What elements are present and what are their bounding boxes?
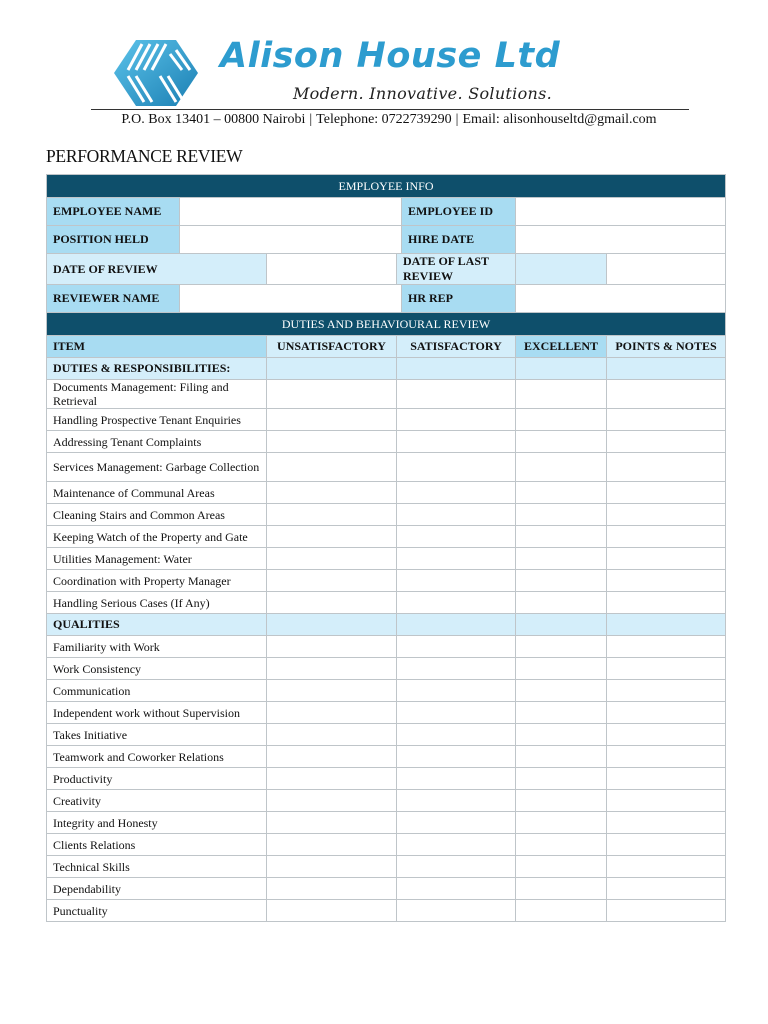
- group-cell-satisfactory: [397, 358, 516, 380]
- rating-cell-unsatisfactory[interactable]: [267, 431, 397, 453]
- table-row: [47, 856, 726, 878]
- table-row: [47, 592, 726, 614]
- rating-cell-points-notes[interactable]: [607, 900, 726, 922]
- table-row: [47, 900, 726, 922]
- rating-cell-excellent[interactable]: [516, 409, 607, 431]
- item-label: Handling Serious Cases (If Any): [47, 592, 267, 614]
- group-row: [47, 614, 726, 636]
- item-label: Maintenance of Communal Areas: [47, 482, 267, 504]
- rating-cell-unsatisfactory[interactable]: [267, 790, 397, 812]
- reviewer-name-field[interactable]: [180, 285, 402, 313]
- separator: |: [309, 112, 313, 127]
- rating-cell-excellent[interactable]: [516, 856, 607, 878]
- table-row: [47, 790, 726, 812]
- item-label: Teamwork and Coworker Relations: [47, 746, 267, 768]
- rating-cell-satisfactory[interactable]: [397, 834, 516, 856]
- item-label: Integrity and Honesty: [47, 812, 267, 834]
- table-row: [47, 380, 726, 409]
- group-cell-points-notes: [607, 358, 726, 380]
- rating-cell-satisfactory[interactable]: [397, 900, 516, 922]
- date-of-last-review-label: DATE OF LAST REVIEW: [397, 254, 516, 285]
- item-label: Familiarity with Work: [47, 636, 267, 658]
- table-row: [47, 548, 726, 570]
- rating-cell-satisfactory[interactable]: [397, 380, 516, 409]
- rating-cell-points-notes[interactable]: [607, 724, 726, 746]
- rating-cell-unsatisfactory[interactable]: [267, 856, 397, 878]
- rating-cell-unsatisfactory[interactable]: [267, 592, 397, 614]
- rating-cell-points-notes[interactable]: [607, 482, 726, 504]
- rating-cell-excellent[interactable]: [516, 790, 607, 812]
- hr-rep-field[interactable]: [516, 285, 726, 313]
- rating-cell-points-notes[interactable]: [607, 746, 726, 768]
- group-cell-points-notes: [607, 614, 726, 636]
- column-header-excellent: EXCELLENT: [516, 336, 607, 358]
- rating-cell-points-notes[interactable]: [607, 878, 726, 900]
- rating-cell-unsatisfactory[interactable]: [267, 900, 397, 922]
- group-cell-unsatisfactory: [267, 358, 397, 380]
- rating-cell-points-notes[interactable]: [607, 680, 726, 702]
- rating-cell-satisfactory[interactable]: [397, 790, 516, 812]
- rating-cell-satisfactory[interactable]: [397, 548, 516, 570]
- rating-cell-unsatisfactory[interactable]: [267, 636, 397, 658]
- employee-id-field[interactable]: [516, 198, 726, 226]
- rating-cell-satisfactory[interactable]: [397, 658, 516, 680]
- group-cell-satisfactory: [397, 614, 516, 636]
- rating-cell-points-notes[interactable]: [607, 380, 726, 409]
- date-of-review-field[interactable]: [267, 254, 397, 285]
- rating-cell-unsatisfactory[interactable]: [267, 702, 397, 724]
- item-label: Services Management: Garbage Collection: [47, 453, 267, 482]
- rating-cell-excellent[interactable]: [516, 746, 607, 768]
- email: Email: alisonhouseltd@gmail.com: [462, 112, 657, 127]
- hire-date-field[interactable]: [516, 226, 726, 254]
- rating-cell-satisfactory[interactable]: [397, 724, 516, 746]
- column-header-item: ITEM: [47, 336, 267, 358]
- group-cell-excellent: [516, 614, 607, 636]
- rating-cell-points-notes[interactable]: [607, 790, 726, 812]
- rating-cell-satisfactory[interactable]: [397, 878, 516, 900]
- rating-cell-excellent[interactable]: [516, 504, 607, 526]
- review-rows: [47, 358, 726, 922]
- rating-cell-points-notes[interactable]: [607, 504, 726, 526]
- item-label: Keeping Watch of the Property and Gate: [47, 526, 267, 548]
- rating-cell-unsatisfactory[interactable]: [267, 812, 397, 834]
- rating-cell-points-notes[interactable]: [607, 453, 726, 482]
- rating-cell-points-notes[interactable]: [607, 409, 726, 431]
- separator: |: [455, 112, 459, 127]
- rating-cell-satisfactory[interactable]: [397, 856, 516, 878]
- table-row: [47, 658, 726, 680]
- performance-review-form: [46, 174, 726, 922]
- item-label: Cleaning Stairs and Common Areas: [47, 504, 267, 526]
- item-label: Productivity: [47, 768, 267, 790]
- table-row: [47, 724, 726, 746]
- rating-cell-unsatisfactory[interactable]: [267, 658, 397, 680]
- reviewer-name-label: REVIEWER NAME: [47, 285, 180, 313]
- rating-cell-unsatisfactory[interactable]: [267, 878, 397, 900]
- hire-date-label: HIRE DATE: [402, 226, 516, 254]
- page-title: PERFORMANCE REVIEW: [46, 146, 243, 166]
- duties-review-header: DUTIES AND BEHAVIOURAL REVIEW: [47, 313, 726, 336]
- rating-cell-unsatisfactory[interactable]: [267, 746, 397, 768]
- header-divider: [91, 109, 689, 110]
- table-row: [47, 834, 726, 856]
- rating-cell-unsatisfactory[interactable]: [267, 570, 397, 592]
- rating-cell-excellent[interactable]: [516, 526, 607, 548]
- rating-cell-points-notes[interactable]: [607, 856, 726, 878]
- item-label: Takes Initiative: [47, 724, 267, 746]
- rating-cell-satisfactory[interactable]: [397, 636, 516, 658]
- rating-cell-satisfactory[interactable]: [397, 680, 516, 702]
- rating-cell-points-notes[interactable]: [607, 548, 726, 570]
- table-row: [47, 431, 726, 453]
- hr-rep-label: HR REP: [402, 285, 516, 313]
- rating-cell-excellent[interactable]: [516, 453, 607, 482]
- rating-cell-unsatisfactory[interactable]: [267, 680, 397, 702]
- group-row: [47, 358, 726, 380]
- rating-cell-unsatisfactory[interactable]: [267, 482, 397, 504]
- rating-cell-excellent[interactable]: [516, 658, 607, 680]
- employee-id-label: EMPLOYEE ID: [402, 198, 516, 226]
- group-cell-excellent: [516, 358, 607, 380]
- telephone: Telephone: 0722739290: [316, 112, 452, 127]
- rating-cell-points-notes[interactable]: [607, 526, 726, 548]
- rating-cell-points-notes[interactable]: [607, 592, 726, 614]
- rating-cell-unsatisfactory[interactable]: [267, 409, 397, 431]
- table-row: [47, 409, 726, 431]
- rating-cell-excellent[interactable]: [516, 768, 607, 790]
- rating-cell-points-notes[interactable]: [607, 431, 726, 453]
- employee-name-field[interactable]: [180, 198, 402, 226]
- column-header-satisfactory: SATISFACTORY: [397, 336, 516, 358]
- rating-cell-excellent[interactable]: [516, 570, 607, 592]
- table-row: [47, 636, 726, 658]
- rating-cell-satisfactory[interactable]: [397, 409, 516, 431]
- rating-cell-excellent[interactable]: [516, 592, 607, 614]
- rating-cell-unsatisfactory[interactable]: [267, 453, 397, 482]
- group-title: DUTIES & RESPONSIBILITIES:: [47, 358, 267, 380]
- column-header-unsatisfactory: UNSATISFACTORY: [267, 336, 397, 358]
- rating-cell-satisfactory[interactable]: [397, 702, 516, 724]
- table-row: [47, 453, 726, 482]
- table-row: [47, 702, 726, 724]
- rating-cell-satisfactory[interactable]: [397, 526, 516, 548]
- rating-cell-unsatisfactory[interactable]: [267, 380, 397, 409]
- table-row: [47, 526, 726, 548]
- rating-cell-excellent[interactable]: [516, 380, 607, 409]
- rating-cell-points-notes[interactable]: [607, 658, 726, 680]
- item-label: Coordination with Property Manager: [47, 570, 267, 592]
- rating-cell-unsatisfactory[interactable]: [267, 724, 397, 746]
- rating-cell-excellent[interactable]: [516, 680, 607, 702]
- position-held-field[interactable]: [180, 226, 402, 254]
- group-cell-unsatisfactory: [267, 614, 397, 636]
- rating-cell-points-notes[interactable]: [607, 636, 726, 658]
- rating-cell-unsatisfactory[interactable]: [267, 526, 397, 548]
- table-row: [47, 812, 726, 834]
- table-row: [47, 570, 726, 592]
- item-label: Work Consistency: [47, 658, 267, 680]
- rating-cell-unsatisfactory[interactable]: [267, 768, 397, 790]
- group-title: QUALITIES: [47, 614, 267, 636]
- item-label: Creativity: [47, 790, 267, 812]
- table-row: [47, 504, 726, 526]
- rating-cell-excellent[interactable]: [516, 548, 607, 570]
- rating-cell-excellent[interactable]: [516, 482, 607, 504]
- rating-cell-satisfactory[interactable]: [397, 504, 516, 526]
- item-label: Technical Skills: [47, 856, 267, 878]
- company-logo-icon: [114, 40, 198, 106]
- rating-cell-unsatisfactory[interactable]: [267, 504, 397, 526]
- rating-cell-satisfactory[interactable]: [397, 746, 516, 768]
- date-of-review-label: DATE OF REVIEW: [47, 254, 267, 285]
- rating-cell-points-notes[interactable]: [607, 768, 726, 790]
- table-row: [47, 680, 726, 702]
- rating-cell-satisfactory[interactable]: [397, 482, 516, 504]
- item-label: Punctuality: [47, 900, 267, 922]
- position-held-label: POSITION HELD: [47, 226, 180, 254]
- table-row: [47, 482, 726, 504]
- item-label: Utilities Management: Water: [47, 548, 267, 570]
- company-name: Alison House Ltd: [220, 36, 561, 76]
- employee-name-label: EMPLOYEE NAME: [47, 198, 180, 226]
- rating-cell-excellent[interactable]: [516, 812, 607, 834]
- rating-cell-points-notes[interactable]: [607, 702, 726, 724]
- rating-cell-excellent[interactable]: [516, 636, 607, 658]
- column-header-points-notes: POINTS & NOTES: [607, 336, 726, 358]
- contact-line: [0, 112, 768, 128]
- rating-cell-excellent[interactable]: [516, 724, 607, 746]
- item-label: Communication: [47, 680, 267, 702]
- rating-cell-satisfactory[interactable]: [397, 453, 516, 482]
- item-label: Addressing Tenant Complaints: [47, 431, 267, 453]
- item-label: Documents Management: Filing and Retrieval: [47, 380, 267, 409]
- date-of-last-review-spacer: [516, 254, 607, 285]
- rating-cell-satisfactory[interactable]: [397, 570, 516, 592]
- rating-cell-excellent[interactable]: [516, 431, 607, 453]
- rating-cell-satisfactory[interactable]: [397, 812, 516, 834]
- item-label: Independent work without Supervision: [47, 702, 267, 724]
- company-tagline: Modern. Innovative. Solutions.: [293, 84, 553, 103]
- rating-cell-excellent[interactable]: [516, 878, 607, 900]
- item-label: Handling Prospective Tenant Enquiries: [47, 409, 267, 431]
- rating-cell-excellent[interactable]: [516, 900, 607, 922]
- rating-cell-excellent[interactable]: [516, 834, 607, 856]
- po-box: P.O. Box 13401 – 00800 Nairobi: [121, 112, 306, 127]
- rating-cell-points-notes[interactable]: [607, 570, 726, 592]
- table-row: [47, 746, 726, 768]
- rating-cell-satisfactory[interactable]: [397, 768, 516, 790]
- rating-cell-excellent[interactable]: [516, 702, 607, 724]
- item-label: Dependability: [47, 878, 267, 900]
- item-label: Clients Relations: [47, 834, 267, 856]
- employee-info-header: EMPLOYEE INFO: [47, 175, 726, 198]
- rating-cell-unsatisfactory[interactable]: [267, 548, 397, 570]
- table-row: [47, 768, 726, 790]
- letterhead: [0, 0, 768, 140]
- rating-cell-points-notes[interactable]: [607, 834, 726, 856]
- rating-cell-unsatisfactory[interactable]: [267, 834, 397, 856]
- rating-cell-points-notes[interactable]: [607, 812, 726, 834]
- rating-cell-satisfactory[interactable]: [397, 431, 516, 453]
- date-of-last-review-field[interactable]: [607, 254, 726, 285]
- table-row: [47, 878, 726, 900]
- rating-cell-satisfactory[interactable]: [397, 592, 516, 614]
